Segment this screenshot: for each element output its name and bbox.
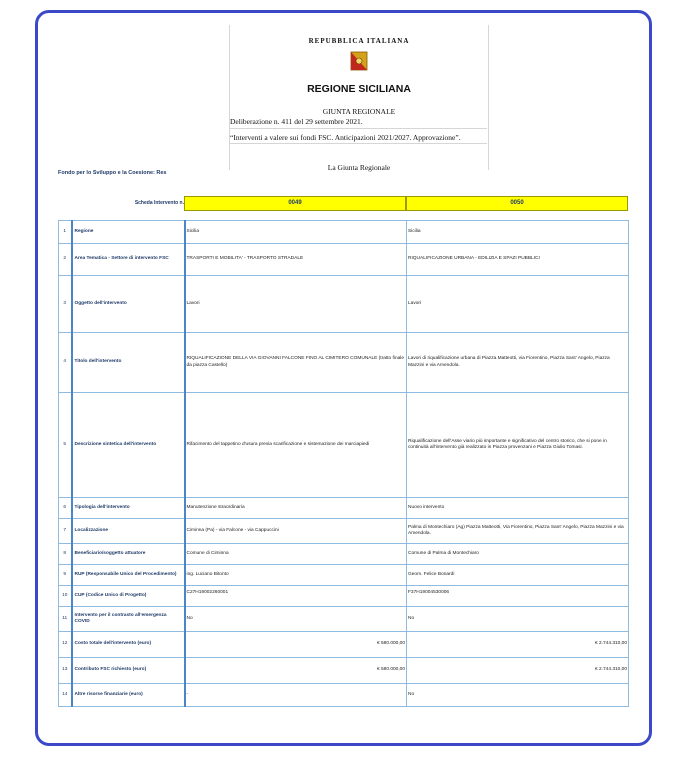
row-label: RUP (Responsabile Unico del Procedimento) — [72, 565, 185, 586]
value-0049: Lavori — [185, 276, 407, 333]
scheda-code-a: 0049 — [184, 196, 406, 211]
row-number: 1 — [59, 221, 72, 244]
divider — [229, 128, 487, 129]
subject-text: “Interventi a valere sui fondi FSC. Anticipazioni 2021/2027. Approvazione”. — [230, 133, 461, 142]
row-label: Altre risorse finanziarie (euro) — [72, 684, 185, 707]
row-number: 11 — [59, 607, 72, 632]
region-heading: REGIONE SICILIANA — [307, 83, 411, 95]
value-0050: Nuovo intervento — [407, 498, 629, 519]
table-row — [59, 333, 629, 393]
value-0050: Palma di Montechiaro (Ag) Piazza Matteotti, Via Fiorentino, Piazza Sant' Angelo, Piazza Mazzini e via Amendola. — [407, 519, 629, 544]
row-number: 6 — [59, 498, 72, 519]
value-0049: TRASPORTI E MOBILITA' - TRASPORTO STRADALE — [185, 244, 407, 276]
row-number: 2 — [59, 244, 72, 276]
row-number: 9 — [59, 565, 72, 586]
table-row — [59, 565, 629, 586]
row-label: Titolo dell'intervento — [72, 333, 185, 393]
value-0049: No — [185, 607, 407, 632]
value-0049: ing. Luciano Bitonto — [185, 565, 407, 586]
document-frame — [35, 10, 652, 746]
sicily-emblem-icon — [350, 51, 368, 71]
row-label: Regione — [72, 221, 185, 244]
value-0050: Lavori di riqualificazione urbana di Piazza Matteotti, via Fiorentino, Piazza Sant' Angelo, Piazza Mazzini e via Amendola. — [407, 333, 629, 393]
row-label: Descrizione sintetica dell'intervento — [72, 393, 185, 498]
value-0049: Comune di Ciminna — [185, 544, 407, 565]
table-row — [59, 658, 629, 684]
value-0049: Rifacimento del tappetino d'usura previa scarificazione e sistemazione dei marciapiedi — [185, 393, 407, 498]
row-label: Area Tematica - Settore di intervento FSC — [72, 244, 185, 276]
row-number: 12 — [59, 632, 72, 658]
table-row — [59, 632, 629, 658]
value-0050: Lavori — [407, 276, 629, 333]
row-label: Localizzazione — [72, 519, 185, 544]
row-label: Costo totale dell'intervento (euro) — [72, 632, 185, 658]
row-number: 8 — [59, 544, 72, 565]
value-0049: Ciminna (Pa) - via Falcone - via Cappuccini — [185, 519, 407, 544]
value-0049: Sicilia — [185, 221, 407, 244]
value-0049: € 580.000,00 — [185, 658, 407, 684]
divider — [229, 143, 487, 144]
row-number: 5 — [59, 393, 72, 498]
value-0049: RIQUALIFICAZIONE DELLA VIA GIOVANNI FALCONE FINO AL CIMITERO COMUNALE (tratto finale da piazza Castello) — [185, 333, 407, 393]
deliberation-text: Deliberazione n. 411 del 29 settembre 2021. — [230, 117, 363, 126]
table-row — [59, 393, 629, 498]
table-row — [59, 519, 629, 544]
row-number: 10 — [59, 586, 72, 607]
row-number: 14 — [59, 684, 72, 707]
value-0050: Sicilia — [407, 221, 629, 244]
table-row — [59, 586, 629, 607]
table-row — [59, 607, 629, 632]
row-label: CUP (Codice Unico di Progetto) — [72, 586, 185, 607]
table-row — [59, 684, 629, 707]
row-label: Intervento per il contrasto all'emergenza COVID — [72, 607, 185, 632]
row-number: 3 — [59, 276, 72, 333]
document-page — [38, 13, 649, 743]
value-0049: Manutenzione straordinaria — [185, 498, 407, 519]
republic-heading: REPUBBLICA ITALIANA — [308, 37, 410, 45]
row-label: Tipologia dell'intervento — [72, 498, 185, 519]
value-0050: Geom. Felice Bonardi — [407, 565, 629, 586]
value-0050: Riqualificazione dell'Asse viario più importante e significativo del centro storico, che si pone in continuità all'intervento già realizzato in Piazza provenzani e Piazza Giulio Tomasi. — [407, 393, 629, 498]
table-row — [59, 498, 629, 519]
value-0050: RIQUALIFICAZIONE URBANA - EDILIZIA E SPAZI PUBBLICI — [407, 244, 629, 276]
la-giunta-text: La Giunta Regionale — [327, 163, 391, 172]
value-0050: € 2.744.310,00 — [407, 632, 629, 658]
value-0050: No — [407, 684, 629, 707]
letterhead — [229, 25, 489, 170]
row-number: 4 — [59, 333, 72, 393]
row-number: 7 — [59, 519, 72, 544]
row-label: Beneficiario/soggetto attuatore — [72, 544, 185, 565]
scheda-label: Scheda Intervento n. — [134, 200, 184, 206]
row-label: Contributo FSC richiesto (euro) — [72, 658, 185, 684]
fund-title: Fondo per lo Sviluppo e la Coesione: Res — [58, 170, 167, 176]
value-0049: - — [185, 684, 407, 707]
row-number: 13 — [59, 658, 72, 684]
table-row — [59, 244, 629, 276]
intervention-table — [58, 220, 629, 707]
value-0050: € 2.744.310,00 — [407, 658, 629, 684]
table-row — [59, 221, 629, 244]
value-0049: € 580.000,00 — [185, 632, 407, 658]
giunta-heading: GIUNTA REGIONALE — [322, 107, 396, 116]
table-row — [59, 544, 629, 565]
value-0050: Comune di Palma di Montechiaro — [407, 544, 629, 565]
scheda-code-b: 0050 — [406, 196, 628, 211]
value-0050: No — [407, 607, 629, 632]
value-0049: C27H19002260001 — [185, 586, 407, 607]
value-0050: F37H19004530006 — [407, 586, 629, 607]
table-row — [59, 276, 629, 333]
row-label: Oggetto dell'intervento — [72, 276, 185, 333]
